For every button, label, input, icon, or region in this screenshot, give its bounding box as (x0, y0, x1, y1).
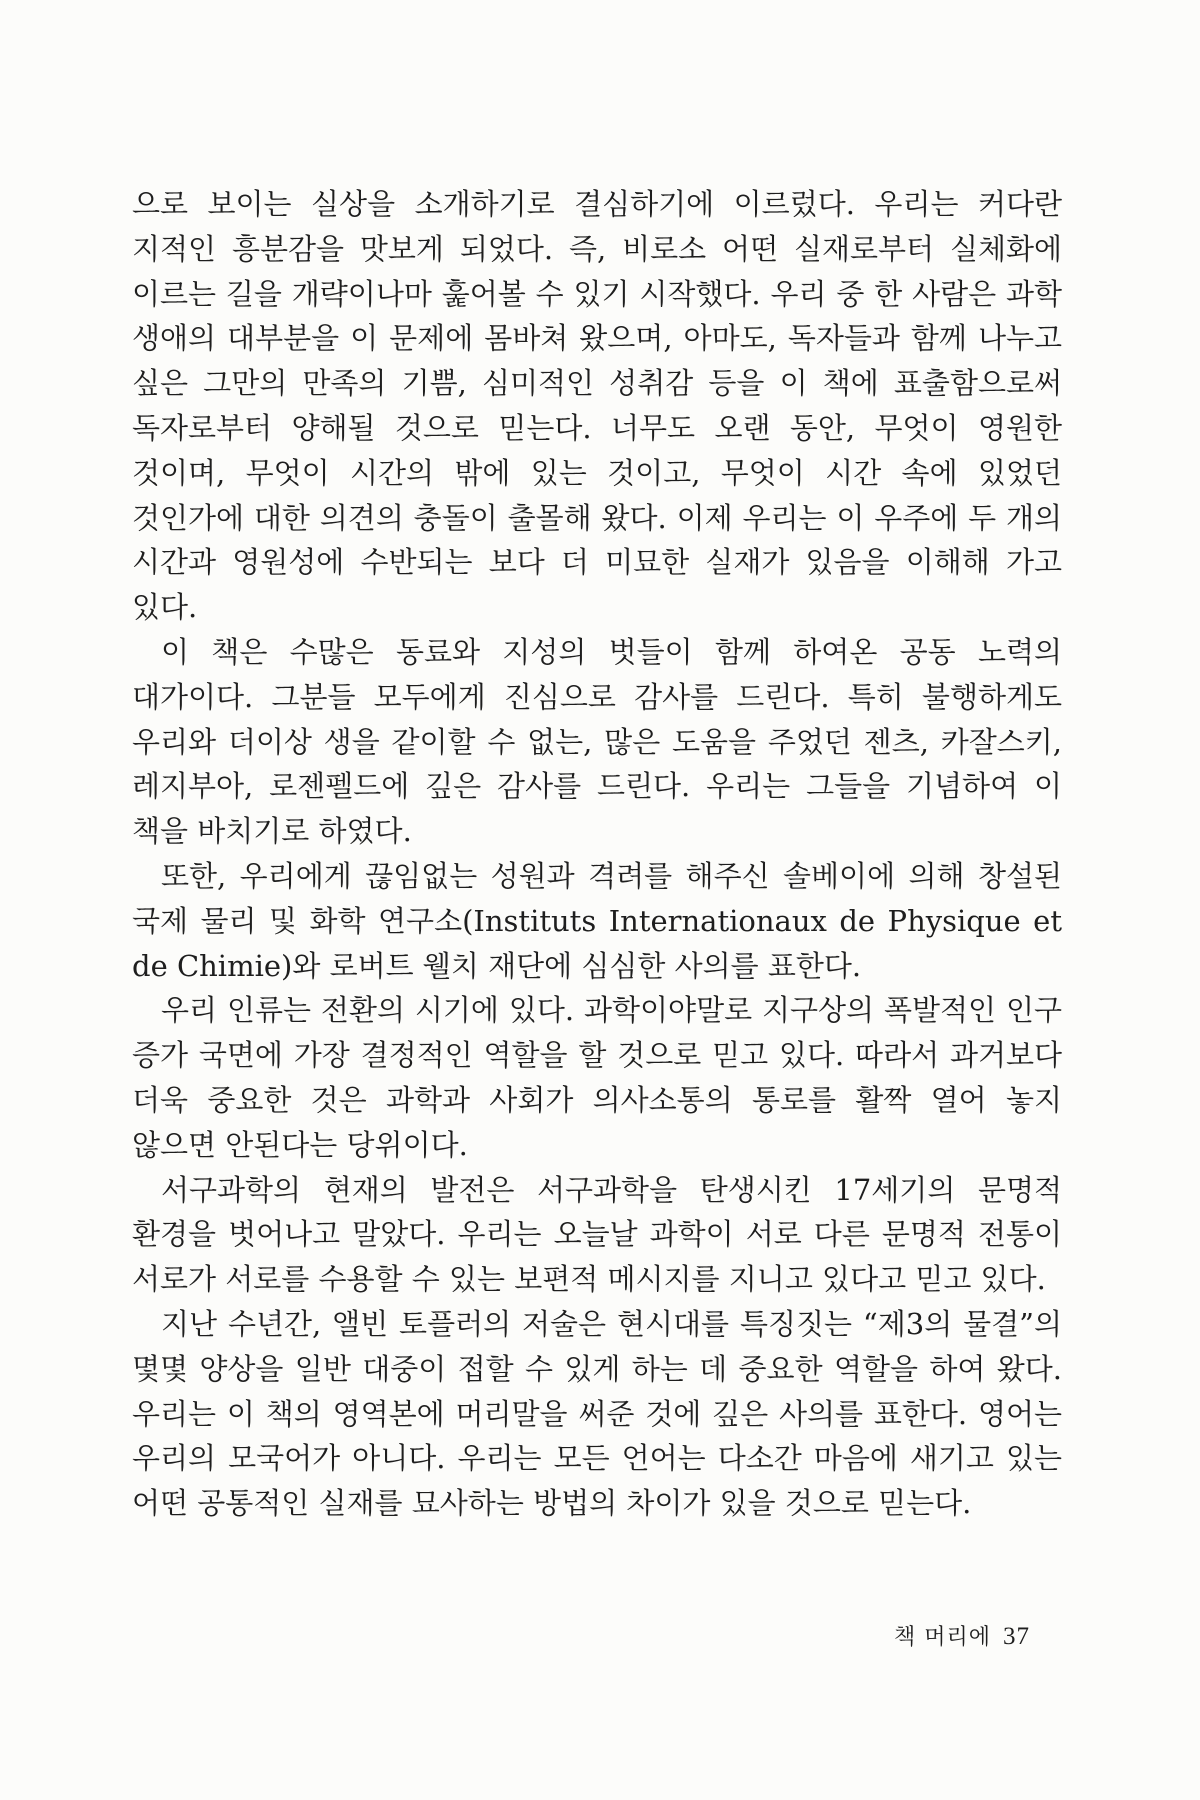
paragraph-1-continuation: 으로 보이는 실상을 소개하기로 결심하기에 이르렀다. 우리는 커다란 지적인 흥분감을 맛보게 되었다. 즉, 비로소 어떤 실재로부터 실체화에 이르는 길을 개략이나마 훑어볼 수 있기 시작했다. 우리 중 한 사람은 과학 생애의 대부분을 이 문제에 몸바쳐 왔으며, 아마도, 독자들과 함께 나누고 싶은 그만의 만족의 기쁨, 심미적인 성취감 등을 이 책에 표출함으로써 독자로부터 양해될 것으로 믿는다. 너무도 오랜 동안, 무엇이 영원한 것이며, 무엇이 시간의 밖에 있는 것이고, 무엇이 시간 속에 있었던 것인가에 대한 의견의 충돌이 출몰해 왔다. 이제 우리는 이 우주에 두 개의 시간과 영원성에 수반되는 보다 더 미묘한 실재가 있음을 이해해 가고 있다. (132, 187, 1062, 625)
paragraph-3: 또한, 우리에게 끊임없는 성원과 격려를 해주신 솔베이에 의해 창설된 국제 물리 및 화학 연구소(Instituts Internationaux de Physique et de Chimie)와 로버트 웰치 재단에 심심한 사의를 표한다. (132, 858, 1062, 983)
paragraph-5: 서구과학의 현재의 발전은 서구과학을 탄생시킨 17세기의 문명적 환경을 벗어나고 말았다. 우리는 오늘날 과학이 서로 다른 문명적 전통이 서로가 서로를 수용할 수 있는 보편적 메시지를 지니고 있다고 믿고 있다. (132, 1172, 1062, 1297)
page-number: 37 (1003, 1623, 1030, 1650)
page-footer (894, 1620, 1030, 1651)
paragraph-2: 이 책은 수많은 동료와 지성의 벗들이 함께 하여온 공동 노력의 대가이다. 그분들 모두에게 진심으로 감사를 드린다. 특히 불행하게도 우리와 더이상 생을 같이할 수 없는, 많은 도움을 주었던 젠츠, 카잘스키, 레지부아, 로젠펠드에 깊은 감사를 드린다. 우리는 그들을 기념하여 이 책을 바치기로 하였다. (132, 634, 1062, 849)
paragraph-4: 우리 인류는 전환의 시기에 있다. 과학이야말로 지구상의 폭발적인 인구 증가 국면에 가장 결정적인 역할을 할 것으로 믿고 있다. 따라서 과거보다 더욱 중요한 것은 과학과 사회가 의사소통의 통로를 활짝 열어 놓지 않으면 안된다는 당위이다. (132, 993, 1062, 1162)
body-text (132, 182, 1062, 1526)
paragraph-6: 지난 수년간, 앨빈 토플러의 저술은 현시대를 특징짓는 “제3의 물결”의 몇몇 양상을 일반 대중이 접할 수 있게 하는 데 중요한 역할을 하여 왔다. 우리는 이 책의 영역본에 머리말을 써준 것에 깊은 사의를 표한다. 영어는 우리의 모국어가 아니다. 우리는 모든 언어는 다소간 마음에 새기고 있는 어떤 공통적인 실재를 묘사하는 방법의 차이가 있을 것으로 믿는다. (132, 1306, 1062, 1521)
running-section-title: 책 머리에 (893, 1625, 991, 1650)
